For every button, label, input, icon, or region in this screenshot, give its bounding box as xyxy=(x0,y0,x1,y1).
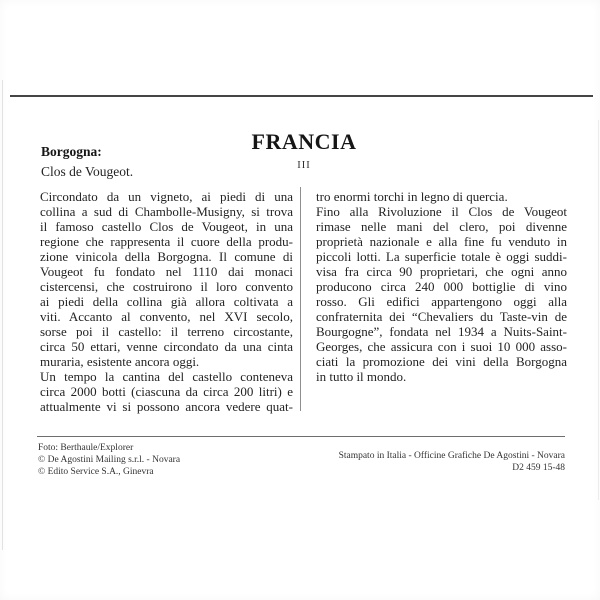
text-line: piccoli lotti. La superficie totale è oggi suddi- xyxy=(316,249,567,264)
text-line: Vougeot fu fondato nel 1110 dai monaci xyxy=(40,264,293,279)
text-line: viti. Accanto al convento, nel XVI secolo, xyxy=(40,309,293,324)
text-line: ai piedi della collina già allora coltivata a xyxy=(40,294,293,309)
text-line: circa 2000 botti (ciascuna da circa 200 litri) e xyxy=(40,384,293,399)
text-line: circa 50 ettari, venne circondato da una cinta xyxy=(40,339,293,354)
text-line: ciati la promozione dei vini della Borgogna xyxy=(316,354,567,369)
text-line: Un tempo la cantina del castello conteneva xyxy=(40,369,293,384)
text-line: producono circa 240 000 bottiglie di vino xyxy=(316,279,567,294)
text-line: Bourgogne”, fondata nel 1934 a Nuits-Saint- xyxy=(316,324,567,339)
subject-title: Clos de Vougeot. xyxy=(41,164,134,179)
page-title: FRANCIA xyxy=(251,129,357,154)
text-line: cistercensi, che costruirono il loro convento xyxy=(40,279,293,294)
text-line: Fino alla Rivoluzione il Clos de Vougeot xyxy=(316,204,567,219)
text-line: zione vinicola della Borgogna. Il comune di xyxy=(40,249,293,264)
text-line: attualmente vi si possono ancora vedere quat- xyxy=(40,399,293,414)
scan-edge-right xyxy=(598,120,599,500)
text-line: in tutto il mondo. xyxy=(316,369,407,384)
credit-line: © De Agostini Mailing s.r.l. - Novara xyxy=(38,455,181,465)
text-line: Circondato da un vigneto, ai piedi di una xyxy=(40,189,293,204)
region-title: Borgogna: xyxy=(41,144,102,159)
text-line: il famoso castello Clos de Vougeot, in una xyxy=(40,219,293,234)
text-line: proprietà nazionale e alla fine fu venduto in xyxy=(316,234,567,249)
article-left-column xyxy=(40,189,293,414)
card-numeral: III xyxy=(297,160,311,171)
text-line: visa fra circa 90 proprietari, che ogni anno xyxy=(316,264,567,279)
text-line: Georges, che assicura con i suoi 10 000 asso- xyxy=(316,339,567,354)
footer-rule xyxy=(37,436,565,437)
text-line: collina a sud di Chambolle-Musigny, si trova xyxy=(40,204,293,219)
text-line: regione che rappresenta il cuore della produ- xyxy=(40,234,293,249)
text-line: tro enormi torchi in legno di quercia. xyxy=(316,189,508,204)
scan-edge-left xyxy=(2,80,3,550)
text-line: sorse poi il castello: il terreno circostante, xyxy=(40,324,293,339)
top-rule xyxy=(10,95,593,97)
text-line: rimase nelle mani del clero, poi divenne xyxy=(316,219,567,234)
print-credits xyxy=(339,450,565,474)
text-line: confraternita dei “Chevaliers du Taste-vin de xyxy=(316,309,567,324)
print-credit-line: Stampato in Italia - Officine Grafiche De Agostini - Novara xyxy=(338,451,565,461)
text-line: muraria, esistente ancora oggi. xyxy=(40,354,200,369)
article-right-column xyxy=(316,189,567,384)
text-line: rosso. Gli edifici appartengono oggi alla xyxy=(316,294,567,309)
credit-line: © Edito Service S.A., Ginevra xyxy=(38,467,154,477)
column-divider xyxy=(300,187,301,411)
print-credit-line: D2 459 15-48 xyxy=(512,463,565,473)
photo-credits xyxy=(38,442,180,478)
credit-line: Foto: Berthaule/Explorer xyxy=(38,443,134,453)
